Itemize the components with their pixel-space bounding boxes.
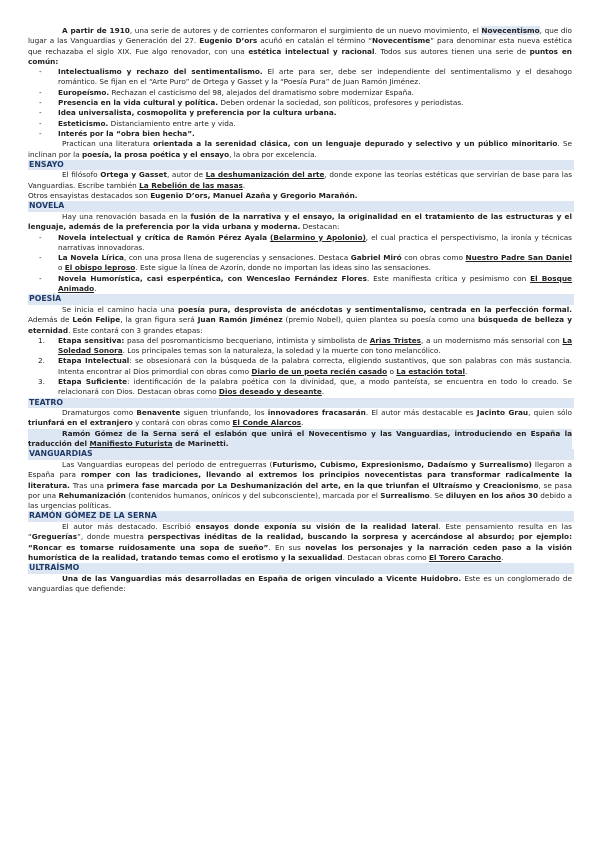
text-run: A partir de 1910: [62, 26, 130, 35]
text-run: Surrealismo: [380, 490, 430, 500]
text-run: Presencia en la vida cultural y política.: [58, 98, 219, 108]
work-title: La Soledad Sonora: [58, 335, 572, 356]
text-run: : se obsesionará con la búsqueda de la palabra correcta, eligiendo sustantivos, que son palabras con más sustancia. Intenta encontrar al Dios primordial con obras como: [58, 356, 572, 376]
text-run: diluyen en los años 30: [445, 490, 538, 500]
section-heading-ramon: RAMÓN GÓMEZ DE LA SERNA: [28, 511, 574, 522]
work-title: La Rebelión de las masas: [139, 180, 243, 190]
text-run: innovadores fracasarán: [267, 408, 366, 418]
text-run: novelas los personajes y la narración ceden paso a la visión humorística de la realidad, tratando temas como el erotismo y la sexualidad: [28, 542, 572, 562]
text-run: Novecentismo: [481, 26, 540, 35]
list-item: [28, 274, 572, 295]
ultraismo-paragraph: [28, 574, 572, 595]
text-run: debido a las urgencias políticas.: [28, 490, 572, 511]
text-run: Deben ordenar la sociedad, son políticos, profesores y periodistas.: [218, 98, 464, 108]
text-run: . En sus: [268, 542, 306, 552]
work-title: El Bosque Animado: [58, 273, 573, 294]
teatro-highlight-paragraph: [28, 429, 572, 450]
text-run: . Este manifiesta crítica y pesimismo con: [366, 273, 531, 283]
text-run: perspectivas inéditas de la realidad, buscando la sorpresa y acercándose al absurdo; por ejemplo: “Roncar es tomarse ruidosamente una sopa de sueño”: [28, 532, 572, 552]
list-item: [28, 98, 572, 108]
text-run: (premio Nobel), quien plantea su poesía como una: [282, 315, 478, 325]
text-run: , quien sólo: [528, 408, 572, 418]
text-run: Interés por la “obra bien hecha”.: [58, 128, 195, 138]
list-item: [28, 129, 572, 139]
text-run: . Este pensamiento resulta en las “: [28, 522, 572, 542]
text-run: o: [58, 263, 65, 273]
list-item: [28, 356, 572, 377]
text-run: : identificación de la palabra poética con la divinidad, que, a modo panteísta, se encuentra en todo lo creado. Se relacionará con Dios. Destacan obras como: [58, 376, 572, 397]
text-run: . Se: [429, 490, 446, 500]
text-run: . Todos sus autores tienen una serie de: [374, 46, 530, 56]
text-run: Una de las Vanguardias más desarrolladas en España de origen vinculado a Vicente Huidobro.: [62, 573, 462, 583]
text-run: orientada a la serenidad clásica, con un lenguaje depurado y selectivo y un público minoritario: [153, 139, 558, 149]
text-run: La Novela Lírica: [58, 253, 124, 263]
text-run: Distanciamiento entre arte y vida.: [108, 118, 236, 128]
list-number: 1.: [38, 335, 45, 345]
text-run: triunfará en el extranjero: [28, 418, 133, 428]
ramon-paragraph: [28, 522, 572, 563]
text-run: .: [321, 387, 325, 397]
list-item: [28, 67, 572, 88]
text-run: , con una prosa llena de sugerencias y sensaciones. Destaca: [123, 253, 351, 263]
novela-bullet-list: [28, 233, 572, 295]
text-run: Además de: [28, 315, 73, 325]
text-run: León Felipe: [72, 315, 121, 325]
list-item: [28, 253, 572, 274]
poesia-paragraph: [28, 305, 572, 336]
text-run: Juan Ramón Jiménez: [197, 315, 283, 325]
text-run: Gabriel Miró: [350, 253, 402, 263]
text-run: ensayos donde exponía su visión de la realidad lateral: [195, 522, 439, 532]
text-run: ”, donde muestra: [77, 532, 148, 542]
text-run: Jacinto Grau: [476, 408, 529, 418]
text-run: Benavente: [136, 408, 181, 418]
text-run: , que dio lugar a las Vanguardias y Generación del 27.: [28, 26, 573, 46]
text-run: Eugenio D’ors: [199, 36, 258, 46]
text-run: Europeísmo.: [58, 87, 110, 97]
list-item: [28, 377, 572, 398]
work-title: La estación total: [396, 366, 466, 376]
intro-bullet-list: [28, 67, 572, 139]
vanguardias-paragraph: [28, 460, 572, 511]
work-title: El Torero Caracho: [428, 552, 502, 562]
intro-paragraph: [28, 26, 572, 67]
text-run: primera fase marcada por La Deshumanización del arte, en la que triunfan el Ultraísmo y Creacionismo: [106, 480, 539, 490]
text-run: , autor de: [166, 170, 206, 180]
work-title: El obispo leproso: [64, 263, 136, 273]
text-run: Ramón Gómez de la Serna será el eslabón que unirá el Novecentismo y las Vanguardias, introduciendo en España la traducción del: [28, 428, 572, 449]
text-run: pasa del posromanticismo becqueriano, intimista y simbolista de: [124, 335, 370, 345]
text-run: , a un modernismo más sensorial con: [421, 335, 563, 345]
text-run: . Se inclinan por la: [28, 139, 573, 159]
section-heading-ensayo: ENSAYO: [28, 160, 574, 171]
work-title: El Conde Alarcos: [232, 418, 302, 428]
text-run: Destacan:: [300, 222, 340, 232]
text-run: Rechazan el casticismo del 98, alejados del dramatismo sobre modernizar España.: [109, 87, 414, 97]
list-item: [28, 108, 572, 118]
document-page: [28, 26, 572, 594]
text-run: , la obra por excelencia.: [229, 149, 317, 159]
list-number: 2.: [38, 356, 45, 366]
text-run: ” para denominar esta nueva estética que rechazaba el siglo XIX. Fue algo renovador, con una: [28, 36, 572, 56]
text-run: .: [301, 418, 304, 428]
text-run: Eugenio D’ors, Manuel Azaña y Gregorio Marañón.: [150, 191, 358, 201]
text-run: o: [387, 366, 397, 376]
text-run: Idea universalista, cosmopolita y preferencia por la cultura urbana.: [58, 108, 337, 118]
text-run: con obras como: [401, 253, 466, 263]
text-run: Greguerías: [31, 532, 78, 542]
work-title: Nuestro Padre San Daniel: [465, 253, 573, 263]
text-run: . Este sigue la línea de Azorín, donde no importan las ideas sino las sensaciones.: [135, 263, 431, 273]
text-run: Futurismo, Cubismo, Expresionismo, Dadaísmo y Surrealismo): [272, 459, 532, 469]
text-run: , donde expone las teorías estéticas que servirían de base para las Vanguardias. Escribe también: [28, 170, 572, 190]
section-heading-teatro: TEATRO: [28, 398, 574, 409]
text-run: de Marinetti.: [172, 439, 229, 449]
text-run: . Los principales temas son la naturaleza, la soledad y la muerte con tono melancólico.: [122, 346, 441, 356]
section-heading-vanguardias: VANGUARDIAS: [28, 449, 574, 460]
text-run: Etapa Intelectual: [58, 356, 130, 366]
text-run: romper con las tradiciones, llevando al extremos los principios novecentistas para transformar radicalmente la literatura.: [28, 470, 572, 490]
text-run: (contenidos humanos, oníricos y del subconsciente), marcada por el: [125, 490, 381, 500]
ensayo-paragraph-2: [28, 191, 572, 201]
section-heading-ultraismo: ULTRAÍSMO: [28, 563, 574, 574]
text-run: . Destacan obras como: [342, 552, 429, 562]
text-run: poesía, la prosa poética y el ensayo: [82, 149, 230, 159]
text-run: . Este contará con 3 grandes etapas:: [68, 325, 203, 335]
text-run: , se pasa por una: [28, 480, 572, 500]
text-run: llegaron a España para: [28, 459, 572, 480]
work-title: Dios deseado y deseante: [218, 387, 322, 397]
text-run: Este es un conglomerado de vanguardias que defiende:: [28, 573, 572, 594]
text-run: Etapa sensitiva:: [58, 335, 125, 345]
text-run: puntos en común:: [28, 46, 572, 66]
text-run: Tras una: [69, 480, 107, 490]
text-run: .: [242, 180, 246, 190]
work-title: (Belarmino y Apolonio): [270, 232, 366, 242]
teatro-paragraph: [28, 408, 572, 429]
text-run: estética intelectual y racional: [248, 46, 375, 56]
text-run: acuñó en catalán el término “: [257, 36, 373, 46]
section-heading-novela: NOVELA: [28, 201, 574, 212]
text-run: Se inicia el camino hacia una: [62, 304, 179, 314]
text-run: .: [501, 552, 504, 562]
list-number: 3.: [38, 376, 45, 386]
text-run: Dramaturgos como: [62, 408, 137, 418]
ensayo-paragraph: [28, 170, 572, 191]
text-run: poesía pura, desprovista de anécdotas y sentimentalismo, centrada en la perfección formal.: [178, 304, 572, 314]
list-item: [28, 88, 572, 98]
text-run: Etapa Suficiente: [58, 376, 128, 386]
work-title: Arias Tristes: [369, 335, 422, 345]
text-run: . El autor más destacable es: [365, 408, 477, 418]
text-run: Novecentisme: [372, 36, 431, 46]
text-run: y contará con obras como: [132, 418, 233, 428]
text-run: Intelectualismo y rechazo del sentimentalismo.: [58, 67, 263, 77]
list-item: [28, 336, 572, 357]
text-run: , la gran figura será: [120, 315, 198, 325]
list-item: [28, 233, 572, 254]
text-run: Hay una renovación basada en la: [62, 211, 191, 221]
work-title: La deshumanización del arte: [205, 170, 325, 180]
text-run: Practican una literatura: [62, 139, 153, 149]
work-title: Diario de un poeta recién casado: [251, 366, 388, 376]
text-run: .: [94, 284, 97, 294]
text-run: , el cual practica el perspectivismo, la ironía y técnicas narrativas innovadoras.: [58, 232, 572, 252]
novela-paragraph: [28, 212, 572, 233]
text-run: fusión de la narrativa y el ensayo, la originalidad en el tratamiento de las estructuras y el lenguaje, además de la preferencia por la vida urbana y moderna.: [28, 211, 573, 232]
text-run: , una serie de autores y de corrientes conformaron el surgimiento de un nuevo movimiento, el: [129, 26, 482, 35]
text-run: .: [465, 366, 468, 376]
text-run: búsqueda de belleza y eternidad: [28, 315, 572, 335]
text-run: Rehumanización: [58, 490, 126, 500]
text-run: Novela Humorística, casi esperpéntica, con Wenceslao Fernández Flores: [58, 273, 367, 283]
text-run: siguen triunfando, los: [180, 408, 268, 418]
text-run: Otros ensayistas destacados son: [28, 191, 151, 201]
list-item: [28, 119, 572, 129]
text-run: El autor más destacado. Escribió: [62, 522, 196, 532]
text-run: Ortega y Gasset: [100, 170, 167, 180]
intro-paragraph-2: [28, 139, 572, 160]
text-run: Esteticismo.: [58, 118, 109, 128]
work-title: Manifiesto Futurista: [89, 439, 173, 449]
text-run: Las Vanguardias europeas del periodo de entreguerras (: [62, 459, 273, 469]
text-run: El filósofo: [62, 170, 101, 180]
text-run: El arte para ser, debe ser independiente del sentimentalismo y el desahogo romántico. Se fijan en el “Arte Puro” de Ortega y Gasset y la “Poesía Pura” de Juan Ramón Jiménez.: [58, 67, 572, 87]
section-heading-poesia: POESÍA: [28, 294, 574, 305]
text-run: Novela intelectual y crítica de Ramón Pérez Ayala: [58, 232, 268, 242]
poesia-stages-list: [28, 336, 572, 398]
